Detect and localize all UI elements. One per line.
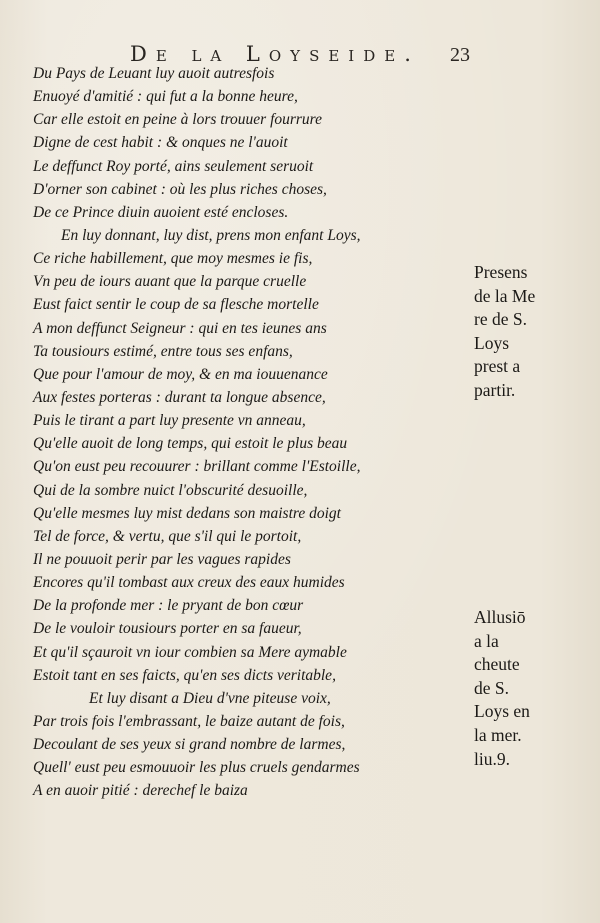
margin-note-line: Presens (474, 262, 528, 282)
verse-line: Et qu'il sçauroit vn iour combien sa Mere aymable (33, 643, 347, 661)
verse-line: Estoit tant en ses faicts, qu'en ses dicts veritable, (33, 666, 336, 684)
verse-line: Le deffunct Roy porté, ains seulement seruoit (33, 157, 314, 175)
verse-line: Quell' eust peu esmouuoir les plus cruels gendarmes (33, 759, 360, 777)
verse-line: A mon deffunct Seigneur : qui en tes ieunes ans (33, 319, 327, 337)
verse-line: Qu'elle mesmes luy mist dedans son maistre doigt (33, 504, 341, 522)
margin-note-presens (474, 261, 535, 403)
margin-note-line: Loys en (474, 701, 530, 722)
verse-line: Puis le tirant a part luy presente vn anneau, (33, 412, 306, 430)
margin-note-line: de S. (474, 677, 509, 698)
running-title: De la Loyseide. (130, 42, 420, 66)
verse-line: Que pour l'amour de moy, & en ma iouuenance (33, 365, 328, 383)
page-number: 23 (450, 44, 470, 66)
margin-note-line: cheute (474, 654, 520, 675)
verse-line: Eust faict sentir le coup de sa flesche mortelle (33, 296, 319, 314)
margin-note-line: re de S. (474, 309, 527, 330)
margin-note-line: liu.9. (474, 748, 510, 769)
verse-block (33, 62, 433, 803)
verse-line: Du Pays de Leuant luy auoit autresfois (33, 65, 275, 82)
margin-note-line: a la (474, 630, 499, 651)
verse-line: Qu'on eust peu recouurer : brillant comme l'Estoille, (33, 458, 361, 476)
verse-line: En luy donnant, luy dist, prens mon enfant Loys, (61, 226, 361, 244)
verse-line: De la profonde mer : le pryant de bon cœur (33, 597, 304, 615)
verse-line: Decoulant de ses yeux si grand nombre de larmes, (33, 736, 346, 754)
verse-line: Qu'elle auoit de long temps, qui estoit le plus beau (33, 435, 348, 453)
verse-line: Encores qu'il tombast aux creux des eaux humides (33, 574, 345, 592)
verse-line: Tel de force, & vertu, que s'il qui le portoit, (33, 527, 302, 545)
verse-line: Par trois fois l'embrassant, le baize autant de fois, (33, 712, 345, 730)
margin-note-line: Loys (474, 332, 509, 353)
margin-note-line: Allusiō (474, 607, 526, 627)
verse-line: De le vouloir tousiours porter en sa faueur, (33, 620, 302, 638)
verse-line: Enuoyé d'amitié : qui fut a la bonne heure, (33, 88, 298, 106)
margin-note-line: de la Me (474, 285, 536, 306)
verse-line: D'orner son cabinet : où les plus riches choses, (33, 180, 327, 198)
verse-line: Ta tousiours estimé, entre tous ses enfans, (33, 342, 293, 360)
verse-line: Vn peu de iours auant que la parque cruelle (33, 273, 307, 291)
verse-line: Aux festes porteras : durant ta longue absence, (33, 388, 326, 406)
margin-note-line: partir. (474, 379, 516, 400)
verse-line: Et luy disant a Dieu d'vne piteuse voix, (89, 689, 331, 707)
margin-note-line: la mer. (474, 724, 522, 745)
verse-line: Qui de la sombre nuict l'obscurité desuoille, (33, 481, 308, 499)
margin-note-allusion (474, 606, 530, 771)
verse-line: Digne de cest habit : & onques ne l'auoit (33, 134, 288, 152)
verse-line: Car elle estoit en peine à lors trouuer fourrure (33, 111, 323, 129)
verse-line: A en auoir pitié : derechef le baiza (33, 782, 248, 800)
verse-line: Il ne pouuoit perir par les vagues rapides (33, 550, 291, 568)
margin-note-line: prest a (474, 356, 521, 377)
verse-line: Ce riche habillement, que moy mesmes ie fis, (33, 250, 313, 268)
verse-line: De ce Prince diuin auoient esté encloses. (33, 203, 289, 221)
